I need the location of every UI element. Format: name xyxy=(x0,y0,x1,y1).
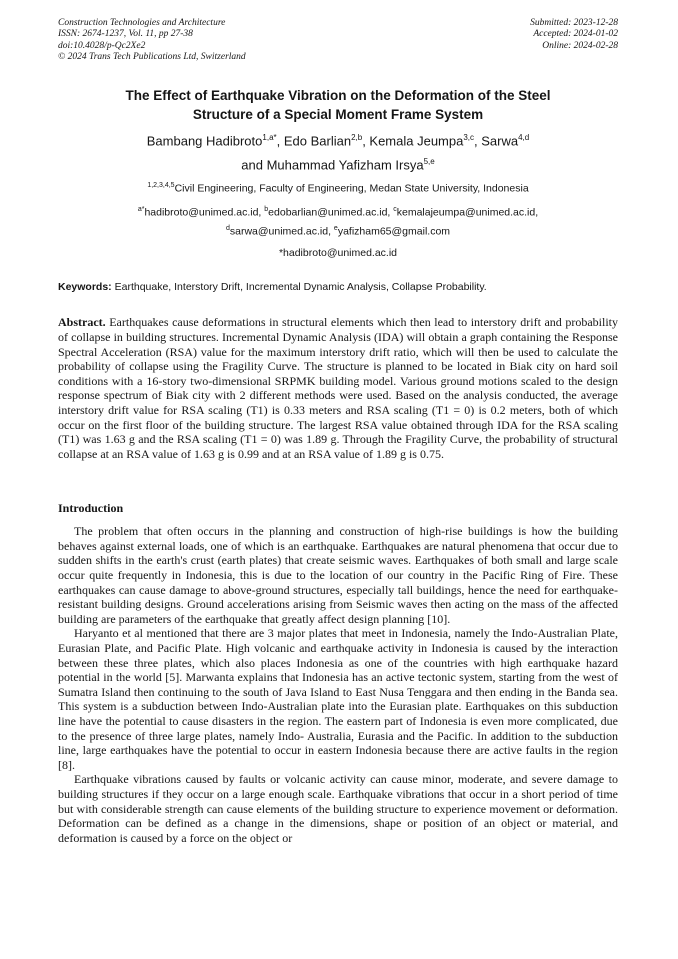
section-heading-introduction: Introduction xyxy=(58,501,124,516)
author-line-2 xyxy=(58,152,618,175)
author-name: and Muhammad Yafizham Irsya xyxy=(241,156,424,172)
author-affil-marker: 5,e xyxy=(423,156,435,166)
journal-header-right xyxy=(530,18,618,63)
keywords-text: Earthquake, Interstory Drift, Incremental Dynamic Analysis, Collapse Probability. xyxy=(111,281,487,294)
author-name: , Sarwa xyxy=(474,133,519,149)
author-list xyxy=(58,128,618,175)
keywords-line xyxy=(58,280,618,295)
abstract xyxy=(58,315,618,461)
copyright-line: © 2024 Trans Tech Publications Ltd, Switzerland xyxy=(58,51,246,62)
author-name: Bambang Hadibroto xyxy=(146,133,263,149)
introduction-paragraph-3: Earthquake vibrations caused by faults or volcanic activity can cause minor, moderate, and severe damage to building structures if they occur on a large enough scale. Earthquake vibrations that occur in a short period of time but with considerable strength can cause elements of the building structure to experience movement or deformation. Deformation can be defined as a change in the dimensions, shape or position of an object or material, and deformation is caused by a force on the object or xyxy=(58,772,618,845)
corresponding-email: *hadibroto@unimed.ac.id xyxy=(278,247,398,260)
journal-header-left xyxy=(58,18,246,63)
author-affil-marker: 4,d xyxy=(518,133,530,143)
email-marker: a* xyxy=(137,206,145,214)
paper-title xyxy=(58,86,618,124)
author-affil-marker: 3,c xyxy=(463,133,475,143)
author-name: , Edo Barlian xyxy=(276,133,352,149)
journal-header xyxy=(58,18,618,63)
doi-line: doi:10.4028/p-Qc2Xe2 xyxy=(58,40,146,51)
abstract-label: Abstract. xyxy=(58,315,106,330)
author-name: , Kemala Jeumpa xyxy=(362,133,464,149)
author-affiliation xyxy=(58,178,618,197)
email-address: kemalajeumpa@unimed.ac.id, xyxy=(396,206,539,219)
paper-title-line-2: Structure of a Special Moment Frame System xyxy=(192,107,484,123)
email-address: edobarlian@unimed.ac.id, xyxy=(268,206,394,219)
introduction-paragraph-1: The problem that often occurs in the planning and construction of high-rise buildings is how the building behaves against external loads, one of which is an earthquake. Earthquakes are natural phenomena that occur due to sudden shifts in the earth's crust (earth plates) that create seismic waves. Earthquakes of both small and large scale occur quite frequently in Indonesia, this is due to the location of our country in the Pacific Ring of Fire. These earthquakes can cause damage to above-ground structures, especially tall buildings, hence the need for earthquake-resistant building designs. Ground accelerations arising from Seismic waves then acting on the mass of the affected building are parameters of the earthquake that greatly affect design planning [10]. xyxy=(58,524,618,626)
submitted-date: Submitted: 2023-12-28 xyxy=(530,18,618,28)
email-line-2 xyxy=(58,221,618,240)
accepted-date: Accepted: 2024-01-02 xyxy=(533,29,618,40)
email-line-1 xyxy=(58,202,618,221)
online-date: Online: 2024-02-28 xyxy=(542,40,618,51)
paper-title-line-1: The Effect of Earthquake Vibration on the Deformation of the Steel xyxy=(125,88,551,104)
email-marker: c xyxy=(393,206,397,214)
author-line-1 xyxy=(58,128,618,151)
email-marker: e xyxy=(333,224,338,232)
author-emails xyxy=(58,202,618,239)
issn-volume-line: ISSN: 2674-1237, Vol. 11, pp 27-38 xyxy=(58,29,193,40)
email-marker: d xyxy=(225,224,230,232)
abstract-text: Earthquakes cause deformations in structural elements which then lead to interstory drift and probability of collapse in building structures. Incremental Dynamic Analysis (IDA) will obtain a graph containing the Response Spectral Acceleration (RSA) value for the maximum interstory drift ratio, which will then be used to calculate the probability of collapse using the Fragility Curve. The structure is planned to be located in Biak city on hard soil conditions with a 16-story two-dimensional SRPMK building model. Various ground motions scaled to the design response spectrum of Biak city with 2 different methods were used. Based on the analysis conducted, the average interstory drift value for RSA scaling (T1) is 0.33 meters and RSA scaling (T1 = 0) is 0.2 meters, both of which occur on the first floor of the building structure. The largest RSA value obtained through IDA for the RSA scaling (T1) was 1.63 g and the RSA scaling (T1 = 0) was 1.89 g. Through the Fragility Curve, the probability of structural collapse at an RSA value of 1.63 g is 0.99 and at an RSA value of 1.89 g is 0.75. xyxy=(58,315,618,461)
email-address: hadibroto@unimed.ac.id, xyxy=(144,206,265,219)
email-address: sarwa@unimed.ac.id, xyxy=(229,225,334,238)
email-marker: b xyxy=(264,206,269,214)
keywords-label: Keywords: xyxy=(58,281,112,294)
introduction-paragraph-2: Haryanto et al mentioned that there are 3 major plates that meet in Indonesia, namely the Indo-Australian Plate, Eurasian Plate, and Pacific Plate. High volcanic and earthquake activity in Indonesia is caused by the interaction between these three plates, which also places Indonesia as one of the countries with high earthquake hazard potential in the world [5]. Marwanta explains that Indonesia has an active tectonic system, starting from the west of Sumatra Island then continuing to the south of Java Island to East Nusa Tenggara and then ending in the Banda sea. This system is a subduction between Indo-Australian plate into the Eurasian plate. Earthquakes on this subduction line have the potential to cause disasters in the region. The eastern part of Indonesia is even more complicated, due to the presence of three large plates, namely Indo- Australia, Eurasia and the Pacific. In addition to the subduction line, large earthquakes have the potential to occur in eastern Indonesia because there are active faults in the region [8]. xyxy=(58,626,618,772)
affiliation-marker: 1,2,3,4,5 xyxy=(147,181,175,189)
email-address: yafizham65@gmail.com xyxy=(337,225,451,238)
affiliation-text: Civil Engineering, Faculty of Engineering, Medan State University, Indonesia xyxy=(174,182,529,195)
author-affil-marker: 2,b xyxy=(351,133,363,143)
journal-name: Construction Technologies and Architecture xyxy=(58,18,226,28)
author-affil-marker: 1,a* xyxy=(262,133,277,143)
